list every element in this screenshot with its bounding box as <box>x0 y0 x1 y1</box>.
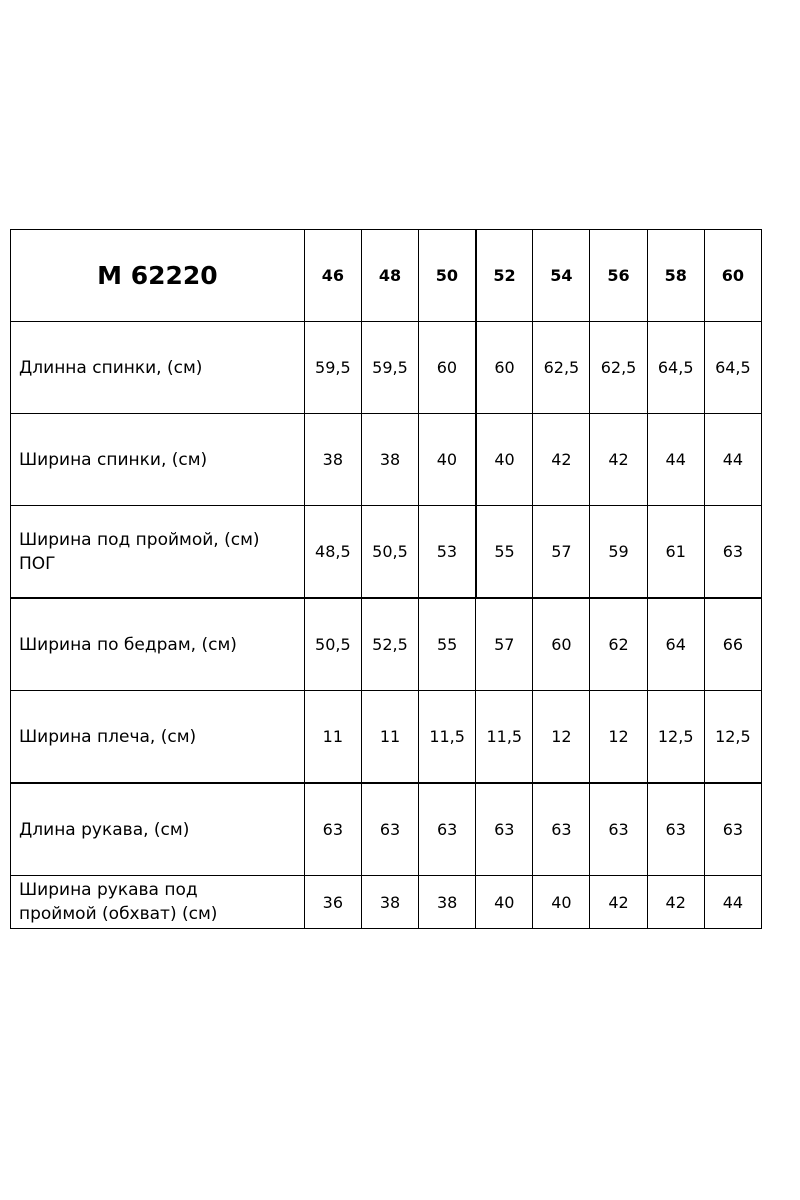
table-cell: 11 <box>304 691 361 784</box>
table-cell: 40 <box>476 876 533 929</box>
table-cell: 63 <box>361 783 418 876</box>
table-cell: 55 <box>419 598 476 691</box>
table-cell: 42 <box>590 876 647 929</box>
table-cell: 62,5 <box>533 322 590 414</box>
table-cell: 11,5 <box>419 691 476 784</box>
table-cell: 52,5 <box>361 598 418 691</box>
table-cell: 50,5 <box>304 598 361 691</box>
table-row <box>11 322 762 414</box>
table-cell: 12 <box>590 691 647 784</box>
table-cell: 36 <box>304 876 361 929</box>
table-cell: 59,5 <box>361 322 418 414</box>
table-cell: 12,5 <box>704 691 761 784</box>
table-cell: 63 <box>647 783 704 876</box>
table-cell: 38 <box>361 414 418 506</box>
table-cell: 55 <box>476 506 533 599</box>
row-label: Ширина плеча, (см) <box>11 691 305 784</box>
table-row <box>11 598 762 691</box>
table-cell: 57 <box>476 598 533 691</box>
table-cell: 57 <box>533 506 590 599</box>
table-cell: 63 <box>704 506 761 599</box>
row-label-line: Ширина под проймой, (см) <box>19 529 260 550</box>
row-label <box>11 506 305 599</box>
table-cell: 61 <box>647 506 704 599</box>
table-cell: 12,5 <box>647 691 704 784</box>
table-cell: 59 <box>590 506 647 599</box>
size-header: 48 <box>361 230 418 322</box>
table-row <box>11 506 762 599</box>
row-label-line: ПОГ <box>19 553 56 574</box>
row-label-line: проймой (обхват) (см) <box>19 904 218 924</box>
size-header: 50 <box>419 230 476 322</box>
table-cell: 40 <box>476 414 533 506</box>
table-row <box>11 876 762 929</box>
table-cell: 40 <box>419 414 476 506</box>
size-header: 56 <box>590 230 647 322</box>
table-cell: 63 <box>590 783 647 876</box>
table-cell: 64 <box>647 598 704 691</box>
row-label: Ширина спинки, (см) <box>11 414 305 506</box>
table-cell: 44 <box>647 414 704 506</box>
table-cell: 48,5 <box>304 506 361 599</box>
table-cell: 60 <box>476 322 533 414</box>
table-cell: 42 <box>647 876 704 929</box>
size-header: 46 <box>304 230 361 322</box>
table-cell: 38 <box>419 876 476 929</box>
table-cell: 44 <box>704 414 761 506</box>
table-cell: 62,5 <box>590 322 647 414</box>
size-header: 52 <box>476 230 533 322</box>
table-cell: 64,5 <box>704 322 761 414</box>
row-label <box>11 876 305 929</box>
table-row <box>11 414 762 506</box>
table-cell: 63 <box>533 783 590 876</box>
size-header: 54 <box>533 230 590 322</box>
table-cell: 11 <box>361 691 418 784</box>
table-row <box>11 783 762 876</box>
table-cell: 59,5 <box>304 322 361 414</box>
table-cell: 63 <box>419 783 476 876</box>
table-cell: 53 <box>419 506 476 599</box>
table-cell: 50,5 <box>361 506 418 599</box>
table-cell: 42 <box>533 414 590 506</box>
row-label-line: Ширина рукава под <box>19 880 198 900</box>
table-cell: 66 <box>704 598 761 691</box>
table-cell: 60 <box>533 598 590 691</box>
table-cell: 40 <box>533 876 590 929</box>
table-cell: 38 <box>304 414 361 506</box>
table-cell: 38 <box>361 876 418 929</box>
size-header: 58 <box>647 230 704 322</box>
table-cell: 44 <box>704 876 761 929</box>
table-cell: 11,5 <box>476 691 533 784</box>
table-cell: 12 <box>533 691 590 784</box>
table-cell: 60 <box>419 322 476 414</box>
table-cell: 62 <box>590 598 647 691</box>
size-header: 60 <box>704 230 761 322</box>
table-cell: 63 <box>304 783 361 876</box>
table-cell: 42 <box>590 414 647 506</box>
row-label: Длина рукава, (см) <box>11 783 305 876</box>
table-row <box>11 691 762 784</box>
size-chart-table <box>10 229 762 929</box>
header-row <box>11 230 762 322</box>
table-cell: 63 <box>704 783 761 876</box>
table-cell: 64,5 <box>647 322 704 414</box>
row-label: Ширина по бедрам, (см) <box>11 598 305 691</box>
model-title: М 62220 <box>11 230 305 322</box>
table-cell: 63 <box>476 783 533 876</box>
row-label: Длинна спинки, (см) <box>11 322 305 414</box>
